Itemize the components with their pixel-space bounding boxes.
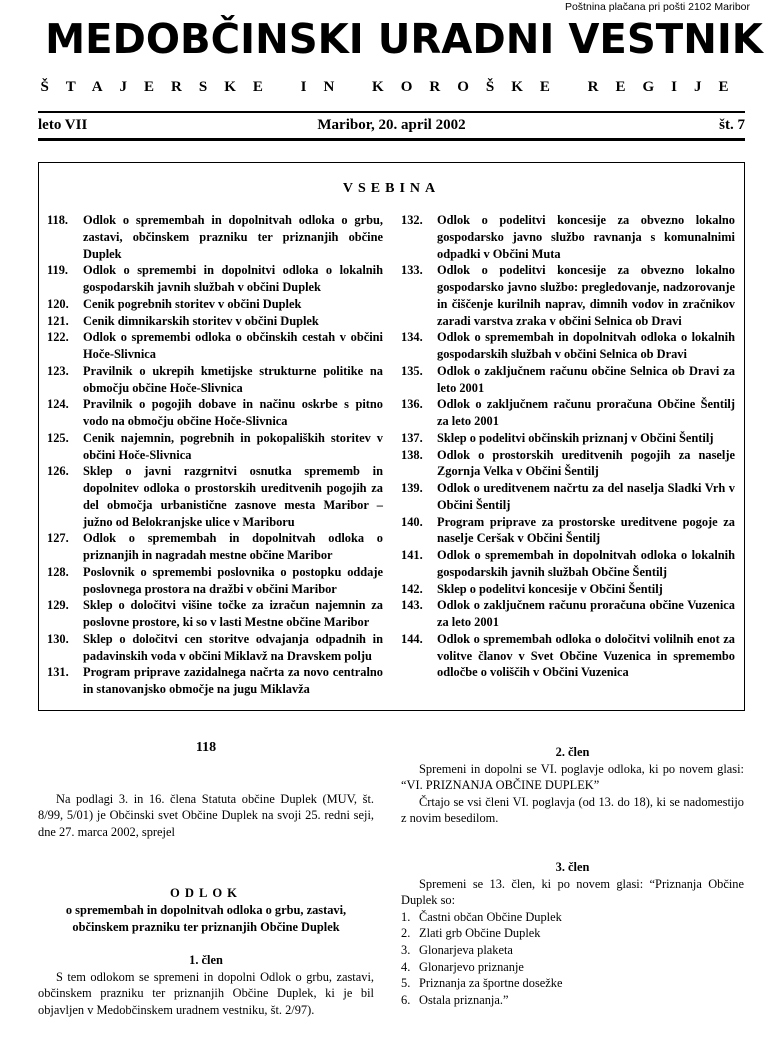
contents-item-number: 122. xyxy=(47,330,69,345)
contents-item-number: 137. xyxy=(401,430,423,445)
contents-item xyxy=(401,329,735,363)
article-number: 118 xyxy=(195,740,217,755)
contents-item-title: Odlok o zaključnem računu občine Selnica ob Dravi za leto 2001 xyxy=(437,363,735,395)
award-title: Častni občan Občine Duplek xyxy=(419,909,562,924)
award-list-item xyxy=(401,975,744,992)
contents-item-title: Cenik najemnin, pogrebnih in pokopaliških storitev v občini Hoče-Slivnica xyxy=(83,430,383,462)
contents-item xyxy=(47,329,383,363)
clen2-heading: 2. člen xyxy=(555,745,590,759)
contents-item xyxy=(47,313,383,330)
contents-item xyxy=(47,396,383,430)
contents-item-title: Odlok o zaključnem računu proračuna Občine Šentilj za leto 2001 xyxy=(437,397,735,428)
contents-item xyxy=(401,547,735,581)
clen2-text1: Spremeni in dopolni se VI. poglavje odloka, ki po novem glasi: “VI. PRIZNANJA OBČINE DUPLEK” xyxy=(401,761,744,793)
award-title: Ostala priznanja.” xyxy=(419,992,509,1007)
contents-item xyxy=(47,296,383,313)
doc-type: ODLOK xyxy=(170,886,242,901)
article-preamble: Na podlagi 3. in 16. člena Statuta občine Duplek (MUV, št. 8/99, 5/01) je Občinski svet Občine Duplek na svoji 25. redni seji, dne 27. marca 2002, sprejel xyxy=(38,791,374,839)
contents-item-number: 127. xyxy=(47,531,69,546)
contents-item xyxy=(47,212,383,262)
contents-item-title: Sklep o podelitvi koncesije v Občini Šentilj xyxy=(437,581,663,596)
postal-note: Poštnina plačana pri pošti 2102 Maribor xyxy=(564,1,750,13)
award-number: 5. xyxy=(401,976,411,991)
contents-item-title: Pravilnik o pogojih dobave in načinu oskrbe s pitno vodo na območju občine Hoče-Slivnica xyxy=(83,397,383,428)
contents-item xyxy=(401,212,735,262)
award-title: Zlati grb Občine Duplek xyxy=(419,926,541,941)
contents-item-number: 129. xyxy=(47,598,69,613)
contents-item-title: Odlok o podelitvi koncesije za obvezno lokalno gospodarsko javno službo: pregledovanje, nadzorovanje in čiščenje kurilnih naprav, dimnih vodov in zračnikov zaradi varstva zraka v občini Selnica ob Dravi xyxy=(437,263,735,328)
clen1-text: S tem odlokom se spremeni in dopolni Odlok o grbu, zastavi, občinskem prazniku ter priznanjih Občine Duplek, ki je bil objavljen v Medobčinskem uradnem vestniku, št. 2/97). xyxy=(38,969,374,1017)
contents-item-number: 119. xyxy=(47,263,68,278)
clen2-text2: Črtajo se vsi členi VI. poglavja (od 13. do 18), ki se nadomestijo z novim besedilom. xyxy=(401,794,744,826)
contents-item xyxy=(401,396,735,430)
contents-item-title: Odlok o prostorskih ureditvenih pogojih za naselje Zgornja Velka v Občini Šentilj xyxy=(437,447,735,479)
issue-year: leto VII xyxy=(38,117,88,133)
contents-item-title: Pravilnik o ukrepih kmetijske strukturne politike na območju občine Hoče-Slivnica xyxy=(83,363,383,395)
contents-item-number: 139. xyxy=(401,481,423,495)
top-rule xyxy=(38,111,745,113)
contents-item-title: Odlok o ureditvenem načrtu za del naselja Sladki Vrh v Občini Šentilj xyxy=(437,481,735,512)
award-number: 6. xyxy=(401,992,411,1007)
contents-item-title: Cenik pogrebnih storitev v občini Duplek xyxy=(83,296,302,311)
contents-item xyxy=(401,447,735,481)
contents-item-number: 121. xyxy=(47,313,69,328)
contents-left-column xyxy=(47,212,383,698)
contents-item xyxy=(401,631,735,681)
contents-item-number: 131. xyxy=(47,665,69,680)
contents-item xyxy=(47,597,383,631)
award-number: 1. xyxy=(401,909,411,924)
contents-item-title: Odlok o podelitvi koncesije za obvezno lokalno gospodarsko javno službo ravnanja s komunalnimi odpadki v Občini Muta xyxy=(437,213,735,261)
contents-item xyxy=(401,514,735,548)
contents-item-number: 144. xyxy=(401,631,423,646)
contents-item-title: Odlok o spremembi odloka o občinskih cestah v občini Hoče-Slivnica xyxy=(83,330,383,361)
award-number: 4. xyxy=(401,959,411,974)
contents-item-number: 143. xyxy=(401,598,423,613)
contents-item xyxy=(401,480,735,514)
doc-title-line1: o spremembah in dopolnitvah odloka o grbu, zastavi, xyxy=(65,902,347,917)
contents-item xyxy=(401,363,735,397)
contents-item xyxy=(47,463,383,530)
contents-item-number: 123. xyxy=(47,363,69,378)
clen3-text: Spremeni se 13. člen, ki po novem glasi: “Priznanja Občine Duplek so: xyxy=(401,876,744,908)
contents-item-number: 138. xyxy=(401,447,423,462)
article-right-column xyxy=(401,744,744,1008)
doc-title-line2: občinskem prazniku ter priznanjih Občine Duplek xyxy=(72,919,340,934)
award-list-item xyxy=(401,925,744,942)
contents-item-number: 141. xyxy=(401,548,423,562)
contents-item-number: 142. xyxy=(401,581,423,596)
contents-item-title: Odlok o spremembah in dopolnitvah odloka o priznanjih in nagradah mestne občine Maribor xyxy=(83,531,383,562)
masthead-subtitle: ŠTAJERSKE IN KOROŠKE REGIJE xyxy=(40,79,746,95)
contents-item-number: 126. xyxy=(47,464,69,479)
contents-item-number: 133. xyxy=(401,263,423,278)
award-number: 3. xyxy=(401,942,411,957)
award-list-item xyxy=(401,942,744,959)
award-number: 2. xyxy=(401,926,411,941)
award-title: Glonarjevo priznanje xyxy=(419,959,524,974)
contents-box xyxy=(38,162,745,711)
award-title: Glonarjeva plaketa xyxy=(419,942,513,957)
contents-item-number: 136. xyxy=(401,397,423,412)
contents-item-title: Odlok o zaključnem računu proračuna občine Vuzenica za leto 2001 xyxy=(437,598,735,629)
contents-item xyxy=(401,581,735,598)
issue-place-date: Maribor, 20. april 2002 xyxy=(317,117,466,133)
contents-item-number: 124. xyxy=(47,397,69,412)
contents-item xyxy=(47,664,383,698)
contents-item xyxy=(401,430,735,447)
contents-item-number: 140. xyxy=(401,514,423,529)
contents-item-number: 132. xyxy=(401,213,423,227)
contents-item-number: 118. xyxy=(47,213,68,227)
contents-item-title: Program priprave zazidalnega načrta za novo centralno in stanovanjsko območje na jugu Miklavža xyxy=(83,665,383,696)
contents-item xyxy=(401,597,735,631)
issue-rule-thick xyxy=(38,138,745,141)
contents-item xyxy=(47,564,383,598)
award-title: Priznanja za športne dosežke xyxy=(419,976,563,991)
contents-item-title: Poslovnik o spremembi poslovnika o postopku oddaje poslovnega prostora na dražbi v občini Maribor xyxy=(83,564,383,596)
contents-item xyxy=(47,430,383,464)
clen3-heading: 3. člen xyxy=(555,859,590,874)
clen1-heading: 1. člen xyxy=(189,953,223,968)
contents-item-number: 125. xyxy=(47,430,69,445)
contents-item-title: Odlok o spremembi in dopolnitvi odloka o lokalnih gospodarskih javnih službah v občini Duplek xyxy=(83,263,383,294)
contents-item xyxy=(47,363,383,397)
contents-item-title: Sklep o določitvi višine točke za izračun najemnin za poslovne prostore, ki so v lasti Mestne občine Maribor xyxy=(83,598,383,629)
contents-item xyxy=(47,631,383,665)
contents-item-title: Odlok o spremembah in dopolnitvah odloka o grbu, zastavi, občinskem prazniku ter priznanjih občine Duplek xyxy=(83,213,383,261)
contents-item xyxy=(47,262,383,296)
contents-item-number: 135. xyxy=(401,363,423,378)
contents-item-number: 120. xyxy=(47,296,69,311)
award-list-item xyxy=(401,909,744,926)
contents-item-number: 128. xyxy=(47,564,69,579)
contents-item-title: Odlok o spremembah in dopolnitvah odloka o lokalnih gospodarskih službah v občini Selnica ob Dravi xyxy=(437,330,735,361)
issue-number: št. 7 xyxy=(719,117,745,133)
contents-item-title: Sklep o določitvi cen storitve odvajanja odpadnih in padavinskih voda v občini Miklavž na Dravskem polju xyxy=(83,631,383,663)
issue-line xyxy=(38,117,745,137)
contents-item xyxy=(401,262,735,329)
contents-right-column xyxy=(401,212,735,681)
contents-item-number: 134. xyxy=(401,330,423,345)
awards-list xyxy=(401,909,744,1009)
article-left-column xyxy=(38,740,374,1019)
masthead-title: MEDOBČINSKI URADNI VESTNIK xyxy=(45,15,763,63)
contents-item xyxy=(47,530,383,564)
contents-item-title: Sklep o podelitvi občinskih priznanj v Občini Šentilj xyxy=(437,430,714,445)
contents-heading: VSEBINA xyxy=(342,181,441,196)
contents-item-title: Odlok o spremembah in dopolnitvah odloka o lokalnih gospodarskih javnih službah Občine Šentilj xyxy=(437,548,735,579)
contents-item-title: Sklep o javni razgrnitvi osnutka sprememb in dopolnitev odloka o prostorskih ureditvenih pogojih za del območja urbanistične zasnove mesta Maribor – južno od Belokranjske ulice v Mariboru xyxy=(83,464,383,529)
contents-item-title: Odlok o spremembah odloka o določitvi volilnih enot za volitve članov v Svet Občine Vuzenica in spremembo odločbe o voliščih v Občini Vuzenica xyxy=(437,631,735,680)
contents-item-title: Cenik dimnikarskih storitev v občini Duplek xyxy=(83,313,319,328)
contents-item-number: 130. xyxy=(47,631,69,646)
award-list-item xyxy=(401,992,744,1009)
contents-item-title: Program priprave za prostorske ureditvene pogoje za naselje Ceršak v Občini Šentilj xyxy=(437,514,735,546)
award-list-item xyxy=(401,959,744,976)
